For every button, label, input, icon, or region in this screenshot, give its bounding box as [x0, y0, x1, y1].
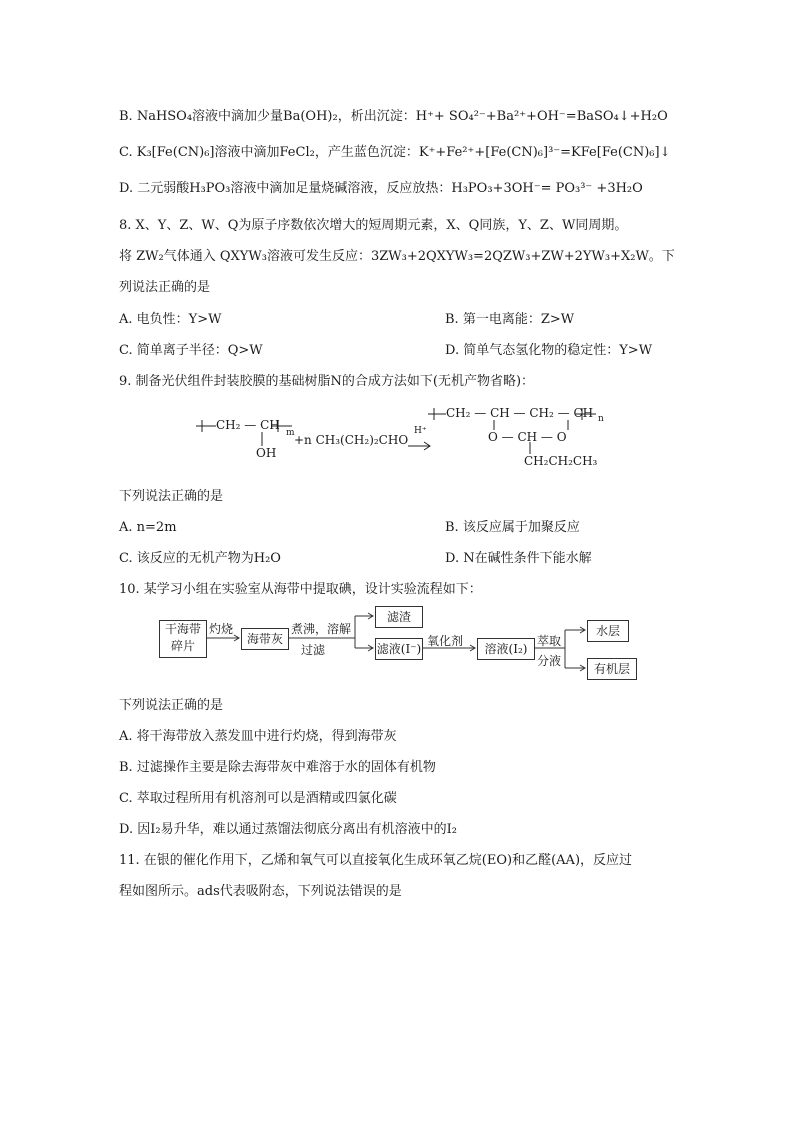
- flow-box-kelp-ash: 海带灰: [241, 628, 289, 650]
- q8-stem-line3: 列说法正确的是: [119, 280, 211, 295]
- q8-option-c: C. 简单离子半径：Q>W: [119, 343, 263, 358]
- q9-option-c: C. 该反应的无机产物为H₂O: [119, 551, 281, 566]
- q11-stem-line2: 程如图所示。ads代表吸附态，下列说法错误的是: [119, 884, 402, 899]
- q9-option-d: D. N在碱性条件下能水解: [445, 551, 592, 566]
- flow-step-extract: 萃取: [537, 634, 562, 648]
- q8-option-b: B. 第一电离能：Z>W: [445, 312, 575, 327]
- flow-box-organic-layer: 有机层: [587, 658, 637, 680]
- flow-box-filtrate: 滤液(I⁻): [375, 638, 423, 660]
- q8-stem-line2: 将 ZW₂气体通入 QXYW₃溶液可发生反应：3ZW₃+2QXYW₃=2QZW₃+ZW+2YW₃+X₂W。下: [119, 249, 675, 264]
- q7-option-c: C. K₃[Fe(CN)₆]溶液中滴加FeCl₂，产生蓝色沉淀：K⁺+Fe²⁺+[Fe(CN)₆]³⁻=KFe[Fe(CN)₆]↓: [119, 145, 671, 160]
- flow-box-dried-kelp-line2: 碎片: [170, 639, 195, 653]
- q10-stem: 10. 某学习小组在实验室从海带中提取碘，设计实验流程如下：: [119, 582, 482, 597]
- flow-step-filter: 过滤: [301, 643, 326, 657]
- reactant-subscript: m: [286, 428, 295, 438]
- q7-option-d: D. 二元弱酸H₃PO₃溶液中滴加足量烧碱溶液，反应放热：H₃PO₃+3OH⁻= PO₃³⁻ +3H₂O: [119, 181, 643, 196]
- flow-step-separate: 分液: [537, 654, 562, 668]
- product-subscript: n: [598, 414, 604, 424]
- q10-option-d: D. 因I₂易升华，难以通过蒸馏法彻底分离出有机溶液中的I₂: [119, 822, 457, 837]
- flow-box-iodine-solution: 溶液(I₂): [477, 638, 535, 660]
- flow-box-dried-kelp-line1: 干海带: [164, 622, 201, 636]
- q7-option-b: B. NaHSO₄溶液中滴加少量Ba(OH)₂，析出沉淀：H⁺+ SO₄²⁻+Ba²⁺+OH⁻=BaSO₄↓+H₂O: [119, 109, 668, 124]
- q9-reaction-equation: [190, 400, 610, 476]
- flow-step-ignite: 灼烧: [209, 622, 234, 636]
- flow-step-oxidant: 氧化剂: [427, 634, 464, 648]
- acid-catalyst: H⁺: [414, 426, 427, 436]
- reactant-chain: CH₂ — CH: [216, 418, 280, 432]
- q8-option-d: D. 简单气态氢化物的稳定性：Y>W: [445, 343, 653, 358]
- q9-option-a: A. n=2m: [119, 520, 177, 535]
- q11-stem-line1: 11. 在银的催化作用下，乙烯和氧气可以直接氧化生成环氧乙烷(EO)和乙醛(AA)，反应过: [119, 853, 633, 868]
- q10-prompt: 下列说法正确的是: [119, 698, 224, 713]
- q8-option-a: A. 电负性：Y>W: [119, 312, 222, 327]
- q10-option-c: C. 萃取过程所用有机溶剂可以是酒精或四氯化碳: [119, 791, 397, 806]
- flow-box-dried-kelp: [159, 620, 207, 658]
- reactant-hydroxyl: OH: [256, 446, 277, 460]
- aldehyde-reagent: +n CH₃(CH₂)₂CHO: [294, 433, 409, 447]
- q9-stem: 9. 制备光伏组件封装胶膜的基础树脂N的合成方法如下(无机产物省略)：: [119, 374, 535, 389]
- q9-prompt: 下列说法正确的是: [119, 489, 224, 504]
- flow-box-aqueous-layer: 水层: [587, 620, 629, 642]
- flow-step-boil-dissolve: 煮沸，溶解: [291, 622, 352, 636]
- product-ring: O — CH — O: [488, 430, 567, 444]
- q10-option-b: B. 过滤操作主要是除去海带灰中难溶于水的固体有机物: [119, 760, 436, 775]
- q10-option-a: A. 将干海带放入蒸发皿中进行灼烧，得到海带灰: [119, 729, 397, 744]
- product-chain: CH₂ — CH — CH₂ — CH: [446, 406, 594, 420]
- product-side-chain: CH₂CH₂CH₃: [524, 454, 598, 468]
- q8-stem-line1: 8. X、Y、Z、W、Q为原子序数依次增大的短周期元素，X、Q同族，Y、Z、W同周期。: [119, 218, 628, 233]
- flow-box-residue: 滤渣: [375, 606, 423, 628]
- q10-flowchart: [155, 608, 645, 688]
- q9-option-b: B. 该反应属于加聚反应: [445, 520, 580, 535]
